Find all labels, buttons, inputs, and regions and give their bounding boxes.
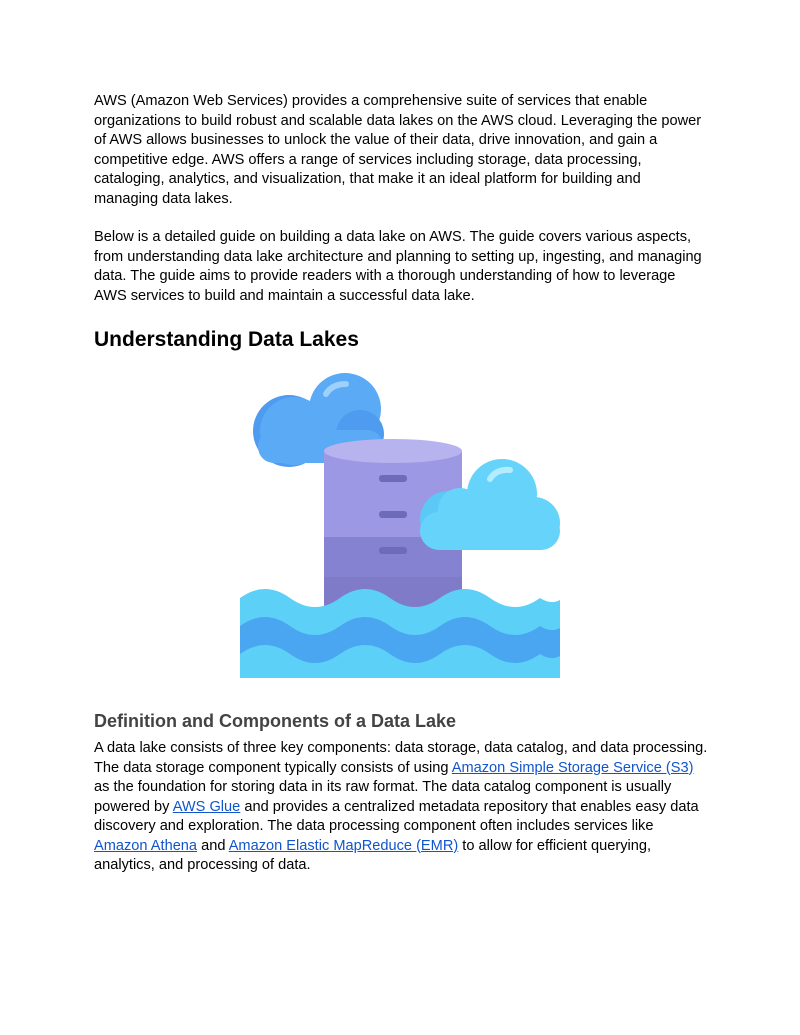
cloud-database-lake-illustration: [238, 372, 562, 678]
link-aws-glue[interactable]: AWS Glue: [172, 798, 241, 815]
intro: [94, 92, 706, 306]
text-run: A data lake consists of three key components: data storage, data catalog, and data processing. The data storage component typically consists of using: [94, 740, 708, 776]
definition-section: [94, 739, 708, 876]
section-heading-understanding-data-lakes: Understanding Data Lakes: [94, 328, 359, 351]
link-amazon-s3[interactable]: Amazon Simple Storage Service (S3): [451, 759, 694, 776]
text-run: and: [197, 837, 229, 854]
link-amazon-athena[interactable]: Amazon Athena: [94, 837, 198, 854]
text-run: to allow for efficient querying, analytics, and processing of data.: [94, 837, 652, 873]
link-amazon-emr[interactable]: Amazon Elastic MapReduce (EMR): [228, 837, 459, 854]
text-run: as the foundation for storing data in its raw format. The data catalog component is usually powered by: [94, 779, 672, 815]
intro-paragraph-1: AWS (Amazon Web Services) provides a comprehensive suite of services that enable organizations to build robust and scalable data lakes on the AWS cloud. Leveraging the power of AWS allows businesses to unlock the value of their data, drive innovation, and gain a competitive edge. AWS offers a range of services including storage, data processing, cataloging, analytics, and visualization, that make it an ideal platform for building and managing data lakes.: [94, 93, 702, 207]
subheading-definition-components: Definition and Components of a Data Lake: [94, 711, 457, 731]
intro-paragraph-2: Below is a detailed guide on building a data lake on AWS. The guide covers various aspects, from understanding data lake architecture and planning to setting up, ingesting, and managing data. The guide aims to provide readers with a thorough understanding of how to leverage AWS services to build and maintain a successful data lake.: [94, 229, 702, 304]
text-run: and provides a centralized metadata repository that enables easy data discovery and exploration. The data processing component often includes services like: [94, 798, 699, 834]
definition-paragraph: [94, 739, 708, 876]
